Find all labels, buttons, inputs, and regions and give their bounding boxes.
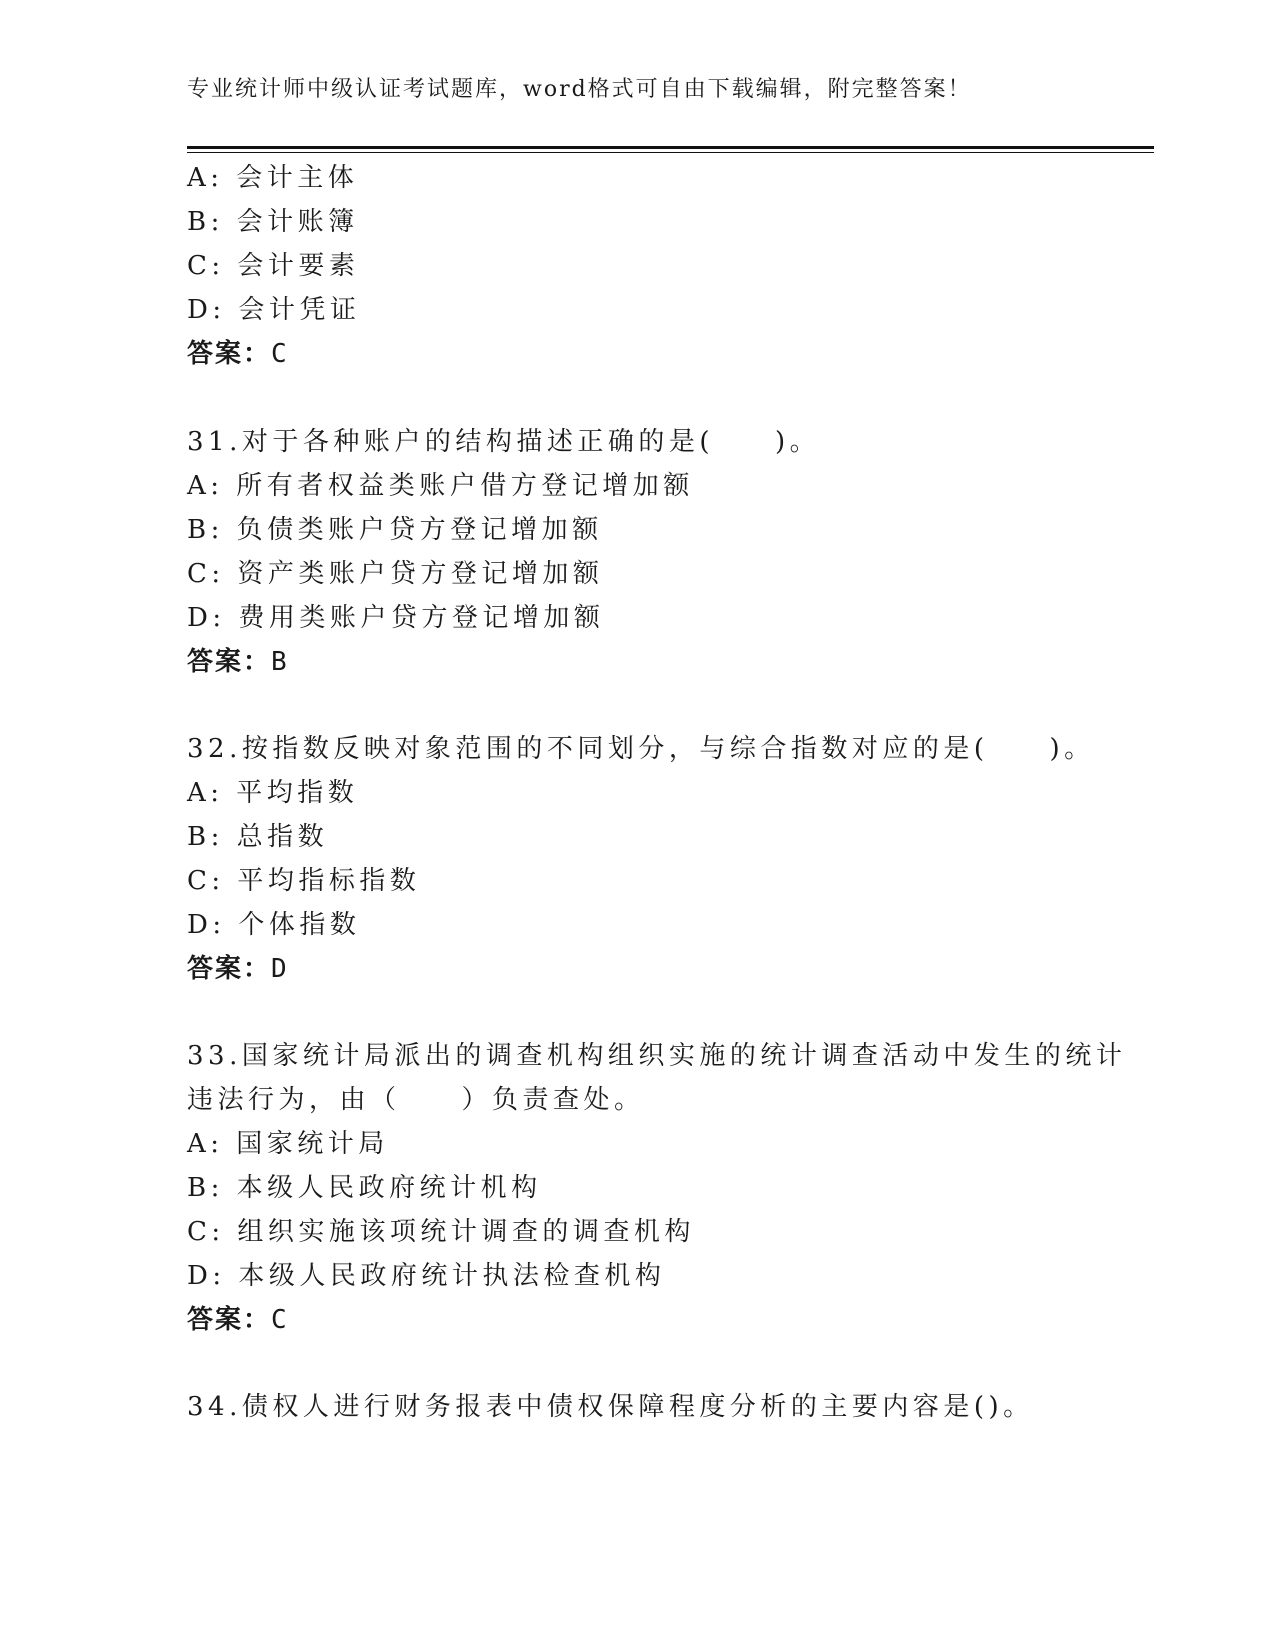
answer-label: 答案： xyxy=(187,339,272,369)
answer-value: B xyxy=(271,647,289,677)
q32-option-c: C: 平均指标指数 xyxy=(187,866,421,896)
q33-option-b: B: 本级人民政府统计机构 xyxy=(187,1173,542,1203)
answer-value: D xyxy=(271,954,289,984)
page-header: 专业统计师中级认证考试题库，word格式可自由下载编辑，附完整答案！ xyxy=(187,77,972,102)
answer-label: 答案： xyxy=(187,954,272,984)
q33-answer xyxy=(187,1299,289,1336)
q32-question: 32.按指数反映对象范围的不同划分，与综合指数对应的是( )。 xyxy=(187,734,1095,764)
q30-answer xyxy=(187,333,289,370)
header-rule-thick xyxy=(187,146,1154,149)
q30-option-b: B: 会计账簿 xyxy=(187,207,359,237)
q32-option-d: D: 个体指数 xyxy=(187,910,361,940)
answer-value: C xyxy=(271,1305,289,1335)
q31-option-c: C: 资产类账户贷方登记增加额 xyxy=(187,559,604,589)
q33-question-line-1: 33.国家统计局派出的调查机构组织实施的统计调查活动中发生的统计 xyxy=(187,1041,1127,1071)
q32-option-a: A: 平均指数 xyxy=(187,778,359,808)
q31-option-b: B: 负债类账户贷方登记增加额 xyxy=(187,515,603,545)
header-rule-thin xyxy=(187,152,1154,153)
q30-option-a: A: 会计主体 xyxy=(187,163,359,193)
q32-option-b: B: 总指数 xyxy=(187,822,329,852)
answer-label: 答案： xyxy=(187,1305,272,1335)
q31-question: 31.对于各种账户的结构描述正确的是( )。 xyxy=(187,427,821,457)
q30-option-c: C: 会计要素 xyxy=(187,251,360,281)
q34-question: 34.债权人进行财务报表中债权保障程度分析的主要内容是()。 xyxy=(187,1392,1034,1422)
q31-answer xyxy=(187,641,289,678)
answer-label: 答案： xyxy=(187,647,272,677)
q33-option-c: C: 组织实施该项统计调查的调查机构 xyxy=(187,1217,695,1247)
q33-question-line-2: 违法行为，由（ ）负责查处。 xyxy=(187,1085,645,1115)
q32-answer xyxy=(187,948,289,985)
q33-option-a: A: 国家统计局 xyxy=(187,1129,389,1159)
q30-option-d: D: 会计凭证 xyxy=(187,295,361,325)
q31-option-d: D: 费用类账户贷方登记增加额 xyxy=(187,603,605,633)
answer-value: C xyxy=(271,339,289,369)
q31-option-a: A: 所有者权益类账户借方登记增加额 xyxy=(187,471,694,501)
q33-option-d: D: 本级人民政府统计执法检查机构 xyxy=(187,1261,666,1291)
